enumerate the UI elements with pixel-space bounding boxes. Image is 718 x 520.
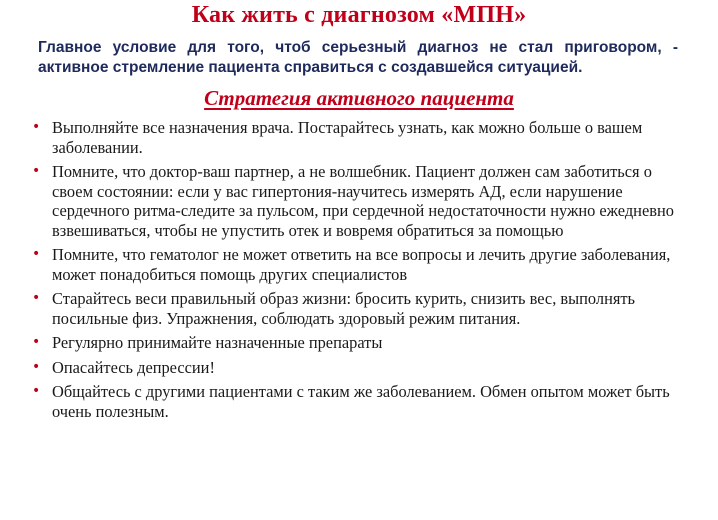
bullet-text: Регулярно принимайте назначенные препараты xyxy=(52,333,383,352)
bullet-text: Выполняйте все назначения врача. Постарайтесь узнать, как можно больше о вашем заболевании. xyxy=(52,118,643,157)
bullet-item xyxy=(30,333,690,353)
bullet-item xyxy=(30,245,690,284)
section-heading: Стратегия активного пациента xyxy=(204,86,514,110)
bullet-text: Опасайтесь депрессии! xyxy=(52,357,215,377)
bullet-item xyxy=(30,289,690,328)
bullet-icon: • xyxy=(32,383,41,399)
slide-subtitle: Главное условие для того, чтоб серьезный диагноз не стал приговором, - активное стремление пациента справиться с создавшейся ситуацией. xyxy=(38,39,678,76)
bullet-icon: • xyxy=(32,119,41,135)
bullet-item xyxy=(30,118,690,157)
slide-title: Как жить с диагнозом «МПН» xyxy=(191,2,527,28)
bullet-item xyxy=(30,382,690,421)
bullet-icon: • xyxy=(32,334,41,350)
bullet-icon: • xyxy=(32,163,41,179)
bullet-text: Общайтесь с другими пациентами с таким же заболеванием. Обмен опытом может быть очень полезным. xyxy=(52,382,670,421)
bullet-icon: • xyxy=(32,246,41,262)
bullet-text: Помните, что доктор-ваш партнер, а не волшебник. Пациент должен сам заботиться о своем состоянии: если у вас гипертония-научитесь измерять АД, если нарушение сердечного ритма-следите за пульсом, при сердечной недостаточности нужно ежедневно взвешиваться, чтобы не упустить отек и вовремя обратиться за помощью xyxy=(52,162,674,240)
bullet-item xyxy=(30,162,690,240)
bullet-icon: • xyxy=(32,290,41,306)
bullet-icon: • xyxy=(32,358,41,375)
bullet-text: Старайтесь веси правильный образ жизни: бросить курить, снизить вес, выполнять посильные физ. Упражнения, соблюдать здоровый режим питания. xyxy=(52,289,636,328)
bullet-item xyxy=(30,358,690,378)
bullet-text: Помните, что гематолог не может ответить на все вопросы и лечить другие заболевания, может понадобиться помощь других специалистов xyxy=(52,245,671,284)
bullet-list xyxy=(30,118,690,426)
